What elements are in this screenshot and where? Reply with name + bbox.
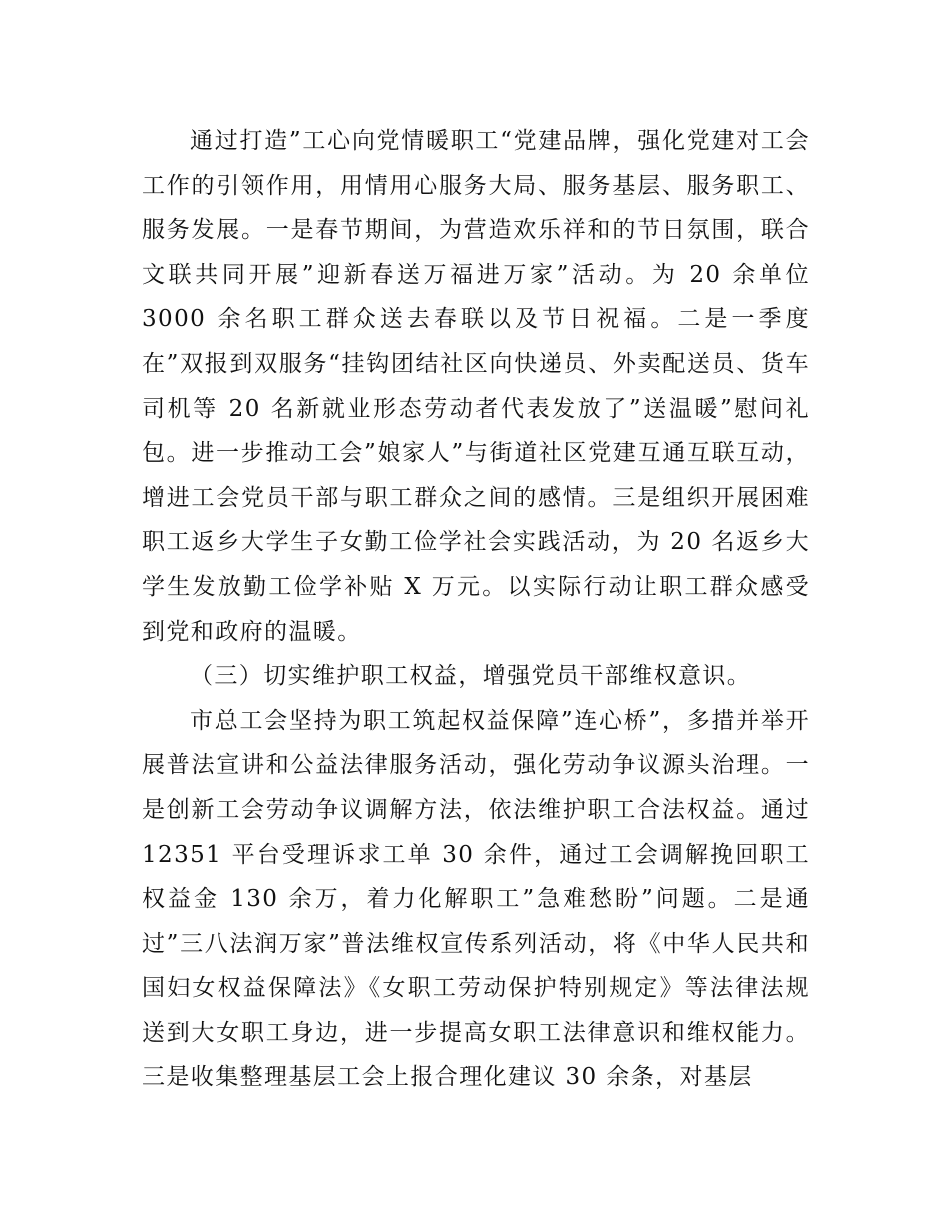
- document-body: [142, 119, 810, 1100]
- body-paragraph-2: 市总工会坚持为职工筑起权益保障”连心桥”，多措并举开展普法宣讲和公益法律服务活动，强化劳动争议源头治理。一是创新工会劳动争议调解方法，依法维护职工合法权益。通过 12351 平台受理诉求工单 30 余件，通过工会调解挽回职工权益金 130 余万，着力化解职工”急难愁盼”问题。二是通过”三八法润万家”普法维权宣传系列活动，将《中华人民共和国妇女权益保障法》《女职工劳动保护特别规定》等法律法规送到大女职工身边，进一步提高女职工法律意识和维权能力。三是收集整理基层工会上报合理化建议 30 余条，对基层: [142, 707, 810, 1091]
- body-paragraph-1: 通过打造”工心向党情暖职工“党建品牌，强化党建对工会工作的引领作用，用情用心服务大局、服务基层、服务职工、服务发展。一是春节期间，为营造欢乐祥和的节日氛围，联合文联共同开展”迎新春送万福进万家”活动。为 20 余单位 3000 余名职工群众送去春联以及节日祝福。二是一季度在”双报到双服务“挂钩团结社区向快递员、外卖配送员、货车司机等 20 名新就业形态劳动者代表发放了”送温暖”慰问礼包。进一步推动工会”娘家人”与街道社区党建互通互联互动，增进工会党员干部与职工群众之间的感情。三是组织开展困难职工返乡大学生子女勤工俭学社会实践活动，为 20 名返乡大学生发放勤工俭学补贴 X 万元。以实际行动让职工群众感受到党和政府的温暖。: [142, 128, 810, 645]
- section-heading: （三）切实维护职工权益，增强党员干部维权意识。: [190, 663, 752, 690]
